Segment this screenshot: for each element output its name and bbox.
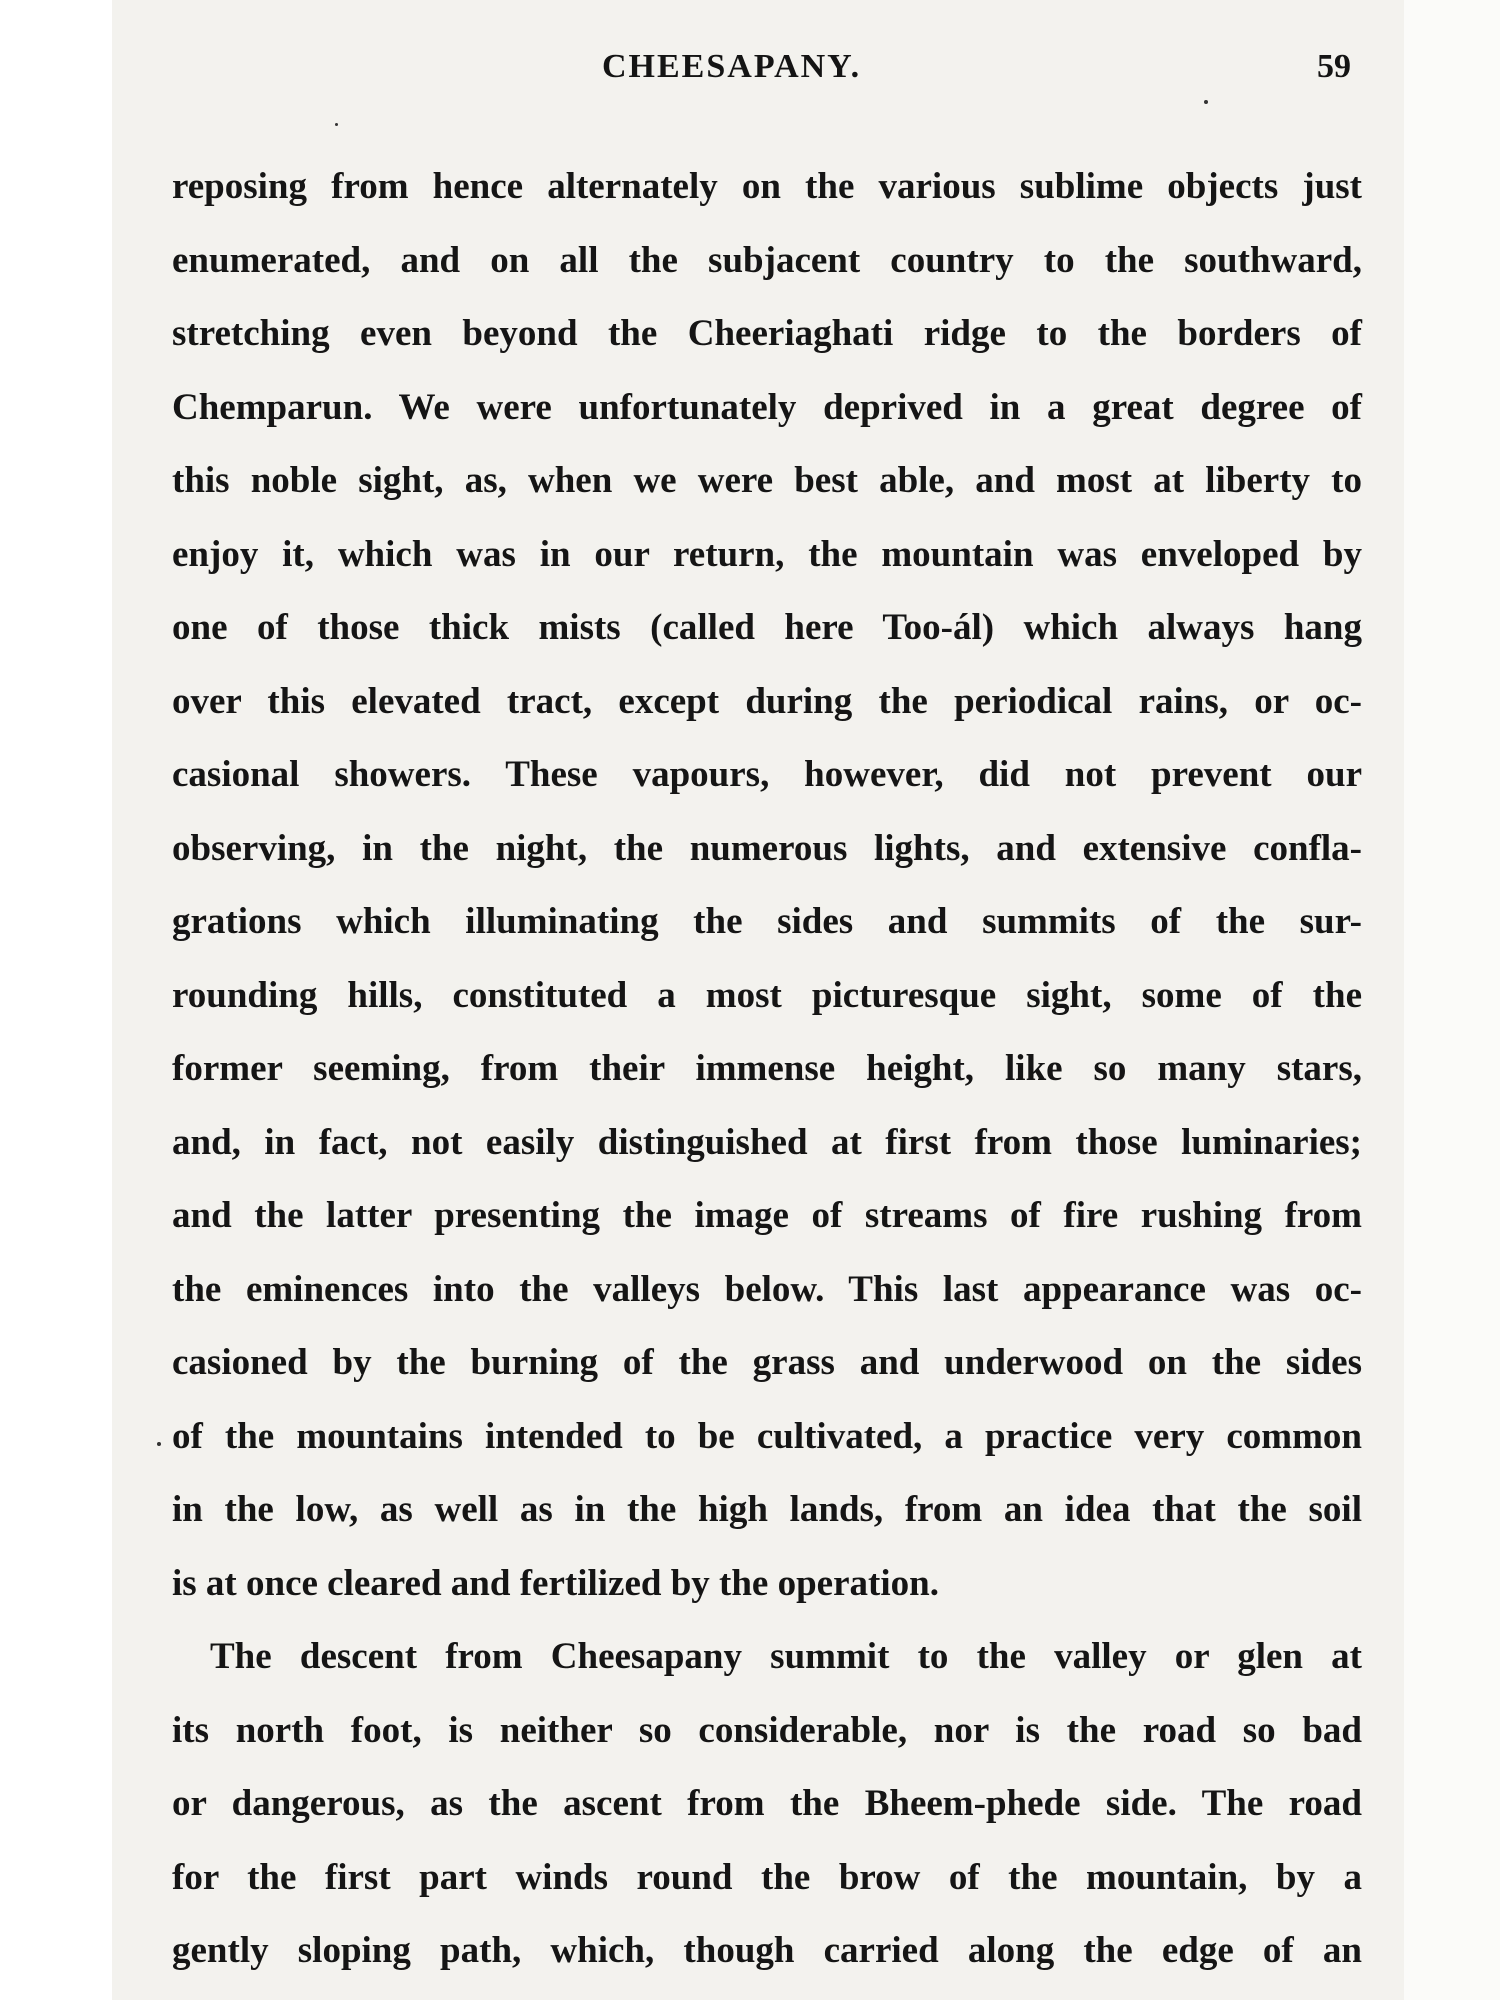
right-margin <box>1404 0 1500 2000</box>
text-line: observing, in the night, the numerous lights, and extensive confla- <box>172 827 1362 869</box>
text-line: one of those thick mists (called here Too-ál) which always hang <box>172 607 1362 648</box>
page-header <box>112 48 1500 108</box>
text-line: of the mountains intended to be cultivated, a practice very common <box>172 1415 1362 1457</box>
text-line: casional showers. These vapours, however, did not prevent our <box>172 754 1362 795</box>
ink-speck <box>1204 100 1208 104</box>
text-line: stretching even beyond the Cheeriaghati ridge to the borders of <box>172 313 1362 354</box>
text-line: rounding hills, constituted a most picturesque sight, some of the <box>172 974 1362 1016</box>
page-number: 59 <box>1317 48 1351 85</box>
ink-speck <box>157 1442 161 1446</box>
text-line: its north foot, is neither so considerable, nor is the road so bad <box>172 1709 1362 1751</box>
text-line: for the first part winds round the brow of the mountain, by a <box>172 1856 1362 1898</box>
text-line: casioned by the burning of the grass and underwood on the sides <box>172 1342 1362 1383</box>
text-line: is at once cleared and fertilized by the operation. <box>172 1562 939 1604</box>
text-line: the eminences into the valleys below. This last appearance was oc- <box>172 1268 1362 1310</box>
text-line: Chemparun. We were unfortunately deprived in a great degree of <box>172 386 1362 428</box>
body-text <box>172 150 1362 1988</box>
paragraph-1 <box>172 150 1362 1620</box>
text-line: former seeming, from their immense height, like so many stars, <box>172 1048 1362 1089</box>
text-line: and the latter presenting the image of streams of fire rushing from <box>172 1195 1362 1236</box>
text-line: or dangerous, as the ascent from the Bheem-phede side. The road <box>172 1783 1362 1824</box>
text-line: this noble sight, as, when we were best able, and most at liberty to <box>172 460 1362 501</box>
paragraph-2 <box>172 1620 1362 1988</box>
text-line: and, in fact, not easily distinguished at first from those luminaries; <box>172 1121 1362 1163</box>
text-line: over this elevated tract, except during the periodical rains, or oc- <box>172 680 1362 722</box>
text-line: enjoy it, which was in our return, the mountain was enveloped by <box>172 533 1362 575</box>
left-margin <box>0 0 112 2000</box>
running-head: CHEESAPANY. <box>602 48 862 85</box>
text-line: reposing from hence alternately on the various sublime objects just <box>172 166 1362 207</box>
text-line: grations which illuminating the sides and summits of the sur- <box>172 901 1362 942</box>
ink-speck <box>335 123 338 126</box>
text-line: in the low, as well as in the high lands, from an idea that the soil <box>172 1489 1362 1530</box>
text-line: enumerated, and on all the subjacent country to the southward, <box>172 239 1362 281</box>
text-line: gently sloping path, which, though carried along the edge of an <box>172 1930 1362 1971</box>
book-page <box>112 0 1500 2000</box>
text-line: The descent from Cheesapany summit to the valley or glen at <box>210 1636 1362 1677</box>
